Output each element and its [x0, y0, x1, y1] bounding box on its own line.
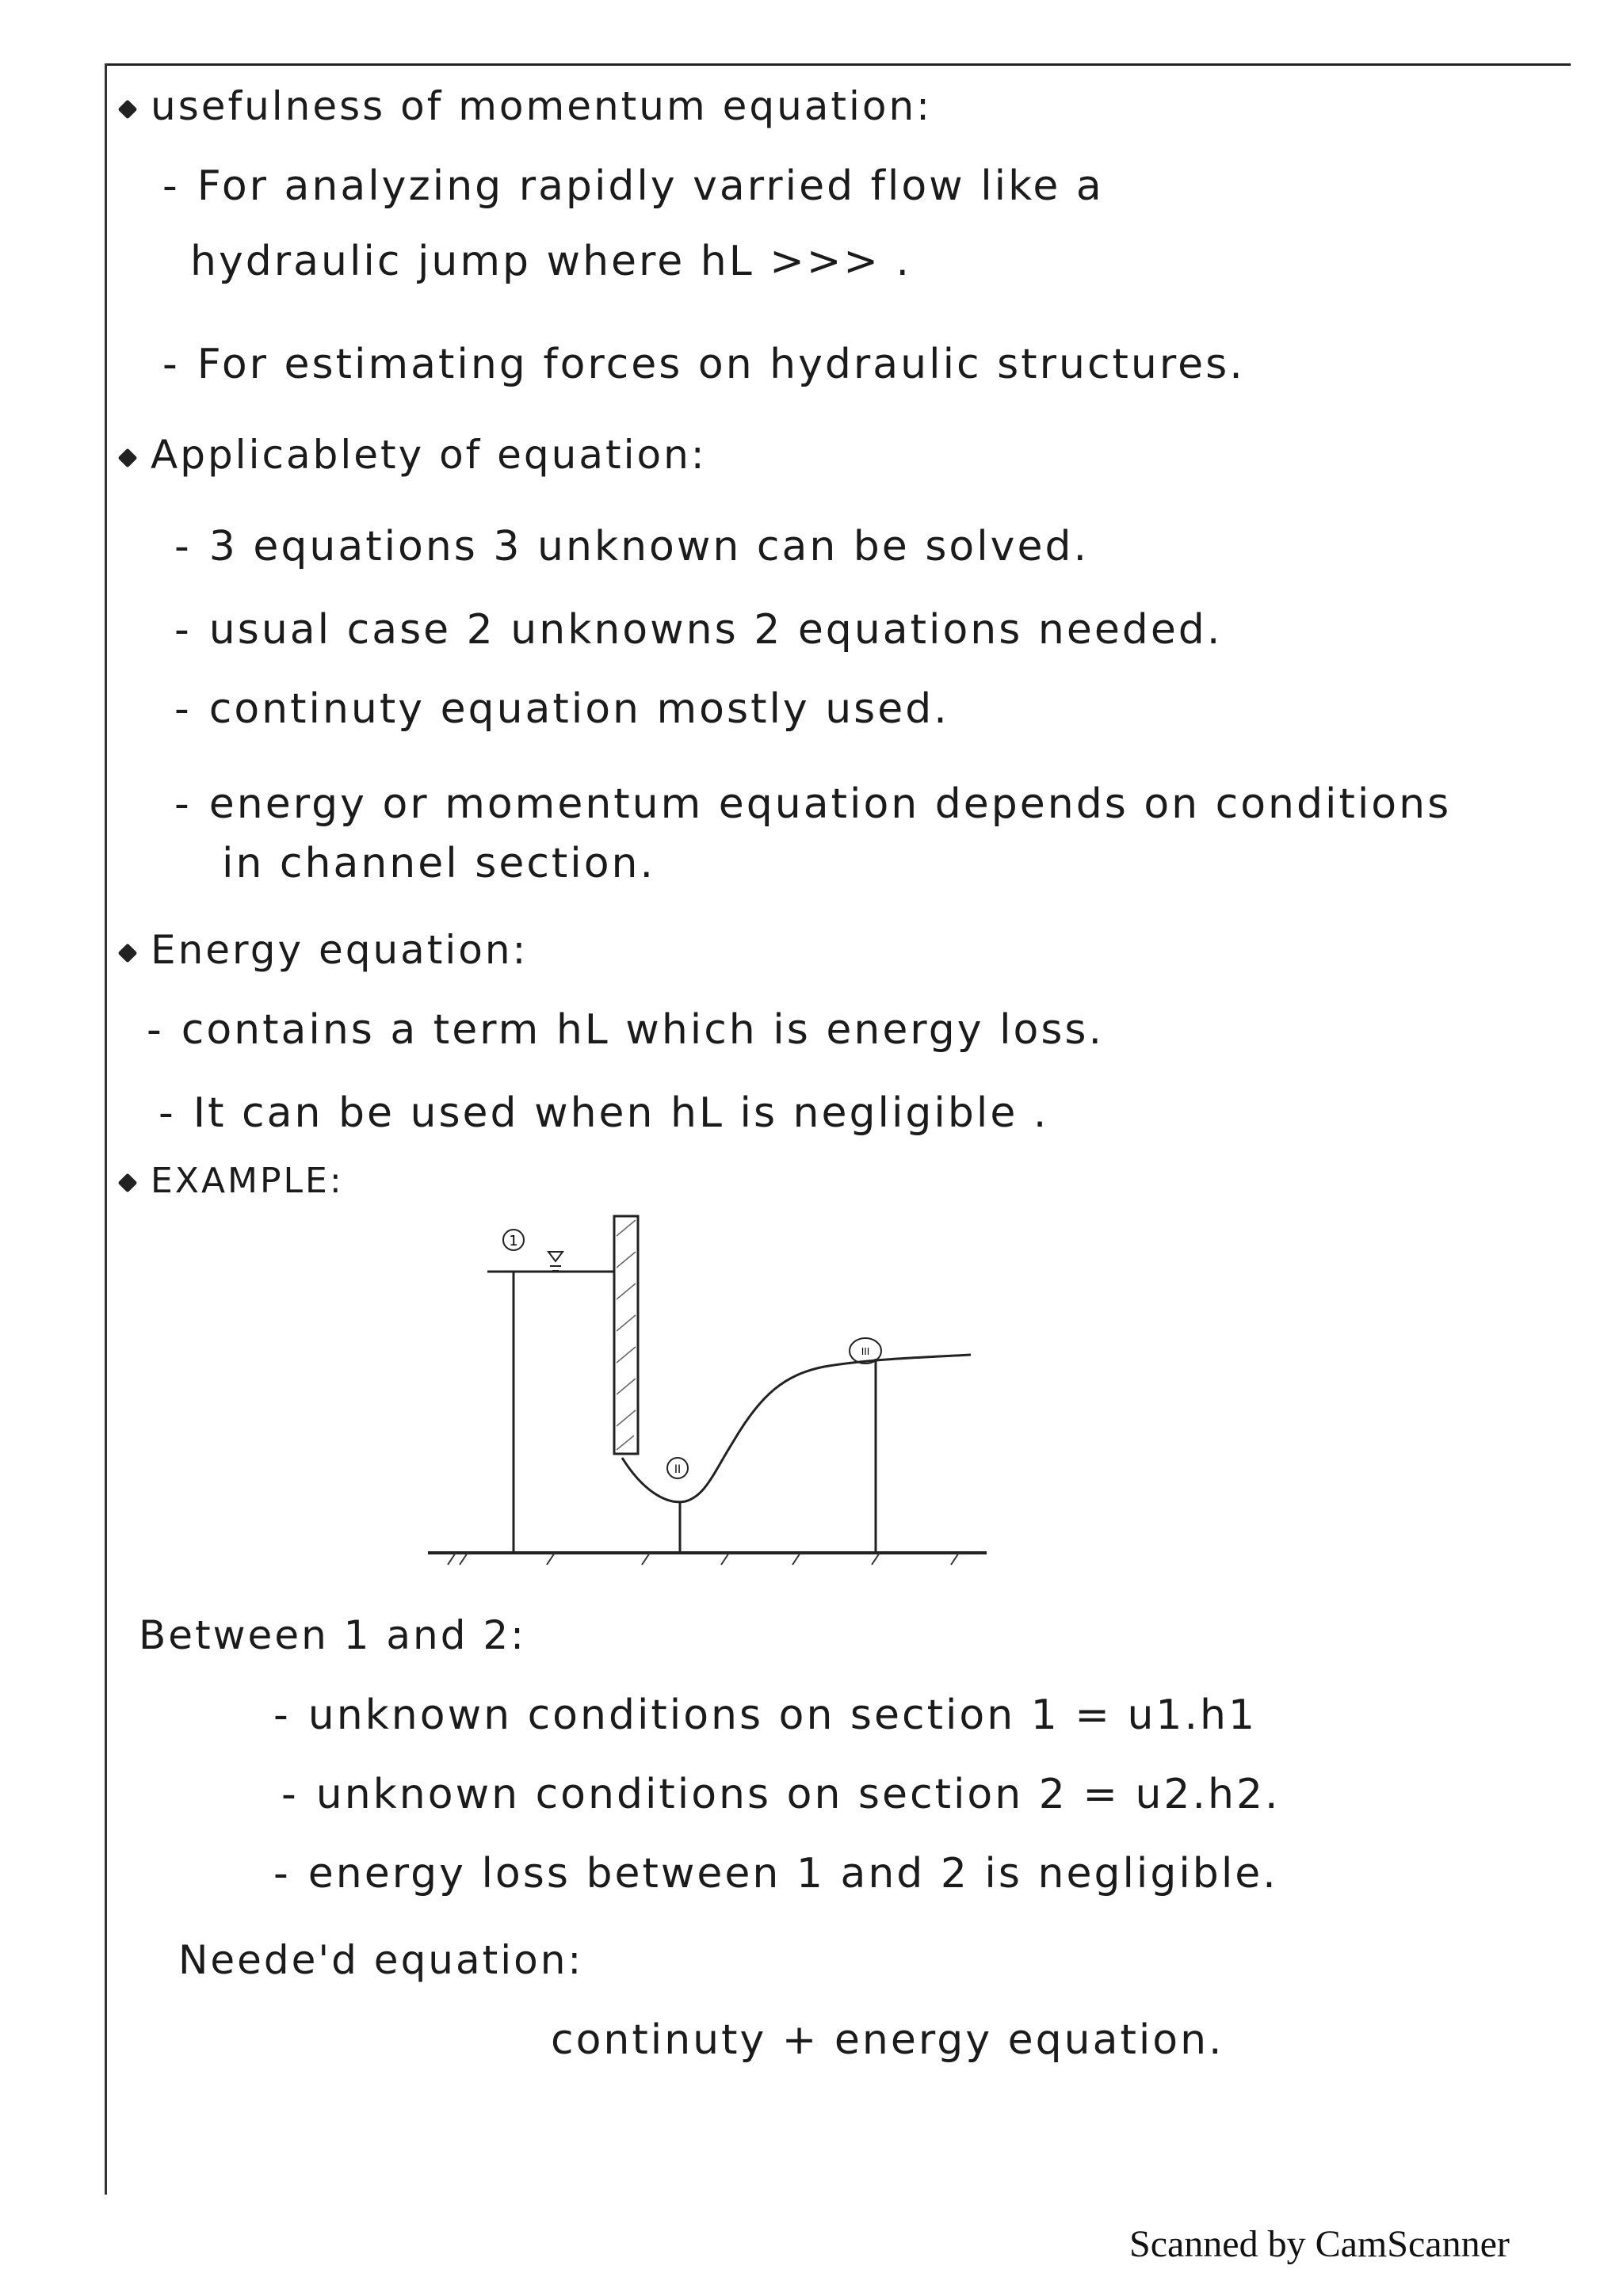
list-item: - unknown conditions on section 2 = u2.h2. — [281, 1771, 1281, 1818]
top-margin-rule — [105, 63, 1571, 66]
list-item-continuation: hydraulic jump where hL >>> . — [190, 238, 912, 285]
list-item: - For analyzing rapidly varried flow like a — [162, 162, 1104, 210]
section-2-label: II — [674, 1463, 682, 1476]
free-surface-symbol-icon — [548, 1252, 563, 1271]
heading-momentum-usefulness: usefulness of momentum equation: — [119, 83, 932, 129]
list-item: - contains a term hL which is energy loss. — [147, 1006, 1105, 1054]
list-item: - energy or momentum equation depends on conditions — [174, 780, 1452, 828]
section-1-label: 1 — [509, 1233, 518, 1249]
list-item: - For estimating forces on hydraulic structures. — [162, 341, 1245, 388]
sluice-gate-diagram — [412, 1204, 999, 1585]
needed-formula: continuty + energy equation. — [551, 2016, 1224, 2064]
bullet-icon — [118, 448, 138, 467]
heading-applicability: Applicablety of equation: — [119, 432, 707, 478]
heading-energy-equation: Energy equation: — [119, 927, 528, 973]
heading-between: Between 1 and 2: — [139, 1612, 526, 1658]
list-item: - It can be used when hL is negligible . — [158, 1089, 1049, 1137]
scanner-watermark: Scanned by CamScanner — [1129, 2223, 1510, 2265]
list-item: - energy loss between 1 and 2 is negligible. — [273, 1850, 1278, 1897]
bullet-icon — [118, 1173, 138, 1193]
bed-hatching — [448, 1553, 959, 1565]
list-item: - continuty equation mostly used. — [174, 685, 949, 733]
heading-example: EXAMPLE: — [119, 1161, 344, 1201]
water-surface-profile — [622, 1355, 971, 1502]
section-3-label: III — [861, 1346, 870, 1357]
list-item: - usual case 2 unknowns 2 equations needed. — [174, 606, 1223, 654]
list-item-continuation: in channel section. — [222, 840, 656, 887]
list-item: - 3 equations 3 unknown can be solved. — [174, 523, 1089, 570]
heading-needed-equation: Neede'd equation: — [178, 1937, 584, 1983]
list-item: - unknown conditions on section 1 = u1.h1 — [273, 1691, 1258, 1739]
bullet-icon — [118, 99, 138, 119]
left-margin-rule — [105, 63, 107, 2195]
bullet-icon — [118, 943, 138, 963]
